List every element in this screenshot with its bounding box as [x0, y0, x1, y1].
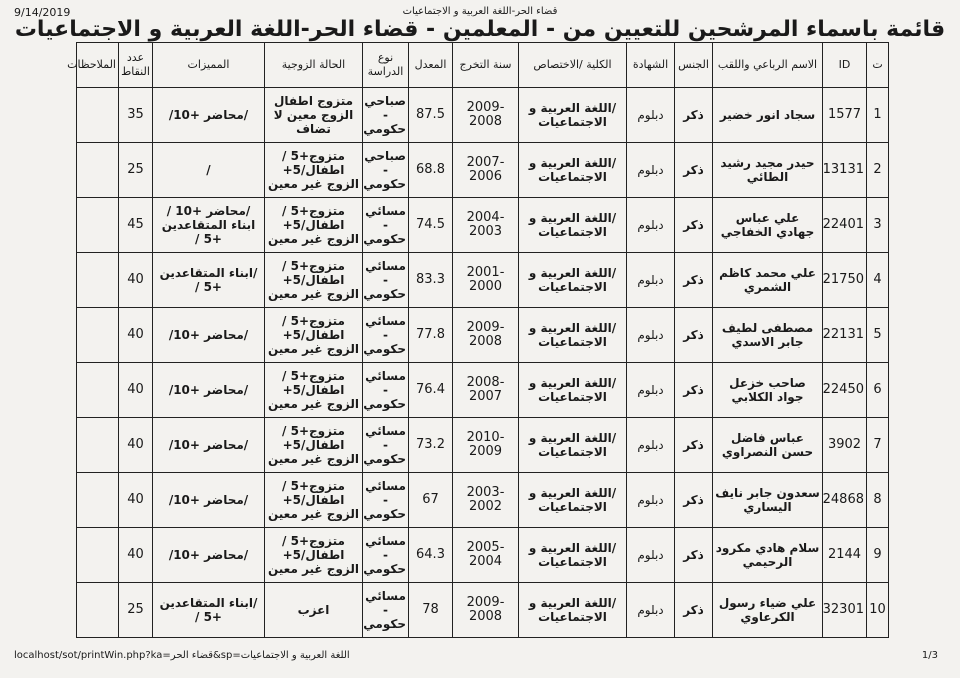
- page-header: قضاء الحر-اللغة العربية و الاجتماعيات: [402, 6, 558, 17]
- cell-college: /اللغة العربية و الاجتماعيات: [519, 528, 627, 583]
- cell-study-type: مسائي - حكومي: [363, 308, 409, 363]
- cell-features: /ابناء المتقاعدين +5 /: [153, 583, 265, 638]
- cell-marital: متزوج+5 / اطفال/5+ الزوج غير معين: [265, 253, 363, 308]
- cell-notes: [77, 583, 119, 638]
- cell-id: 22401: [823, 198, 867, 253]
- cell-grad-year: 2009-2008: [453, 308, 519, 363]
- col-header-marital: الحالة الزوجية: [265, 43, 363, 88]
- cell-degree: دبلوم: [627, 528, 675, 583]
- cell-grad-year: 2009-2008: [453, 88, 519, 143]
- cell-notes: [77, 308, 119, 363]
- cell-notes: [77, 363, 119, 418]
- cell-notes: [77, 418, 119, 473]
- col-header-seq: ت: [867, 43, 889, 88]
- header-row: [77, 43, 889, 88]
- cell-points: 35: [119, 88, 153, 143]
- cell-gender: ذكر: [675, 418, 713, 473]
- col-header-name: الاسم الرباعي واللقب: [713, 43, 823, 88]
- cell-average: 67: [409, 473, 453, 528]
- cell-marital: متزوج+5 / اطفال/5+ الزوج غير معين: [265, 418, 363, 473]
- cell-college: /اللغة العربية و الاجتماعيات: [519, 308, 627, 363]
- cell-seq: 1: [867, 88, 889, 143]
- cell-gender: ذكر: [675, 583, 713, 638]
- cell-seq: 4: [867, 253, 889, 308]
- cell-college: /اللغة العربية و الاجتماعيات: [519, 363, 627, 418]
- cell-degree: دبلوم: [627, 473, 675, 528]
- cell-average: 73.2: [409, 418, 453, 473]
- cell-average: 87.5: [409, 88, 453, 143]
- cell-average: 64.3: [409, 528, 453, 583]
- cell-id: 21750: [823, 253, 867, 308]
- cell-seq: 3: [867, 198, 889, 253]
- cell-points: 40: [119, 253, 153, 308]
- cell-id: 22450: [823, 363, 867, 418]
- cell-name: حيدر مجيد رشيد الطائي: [713, 143, 823, 198]
- cell-degree: دبلوم: [627, 253, 675, 308]
- cell-marital: متزوج+5 / اطفال/5+ الزوج غير معين: [265, 198, 363, 253]
- cell-gender: ذكر: [675, 363, 713, 418]
- cell-study-type: صباحي - حكومي: [363, 88, 409, 143]
- cell-name: علي ضياء رسول الكرعاوي: [713, 583, 823, 638]
- cell-seq: 9: [867, 528, 889, 583]
- cell-seq: 2: [867, 143, 889, 198]
- cell-name: سلام هادي مكرود الرحيمي: [713, 528, 823, 583]
- cell-study-type: مسائي - حكومي: [363, 198, 409, 253]
- cell-id: 24868: [823, 473, 867, 528]
- cell-college: /اللغة العربية و الاجتماعيات: [519, 418, 627, 473]
- cell-id: 22131: [823, 308, 867, 363]
- table-row: [77, 473, 889, 528]
- cell-notes: [77, 143, 119, 198]
- cell-gender: ذكر: [675, 88, 713, 143]
- cell-marital: متزوج+5 / اطفال/5+ الزوج غير معين: [265, 143, 363, 198]
- cell-points: 40: [119, 418, 153, 473]
- table-row: [77, 198, 889, 253]
- cell-grad-year: 2009-2008: [453, 583, 519, 638]
- cell-id: 3902: [823, 418, 867, 473]
- cell-name: عباس فاضل حسن النصراوي: [713, 418, 823, 473]
- cell-id: 13131: [823, 143, 867, 198]
- cell-id: 1577: [823, 88, 867, 143]
- cell-average: 76.4: [409, 363, 453, 418]
- cell-degree: دبلوم: [627, 418, 675, 473]
- cell-points: 45: [119, 198, 153, 253]
- col-header-degree: الشهادة: [627, 43, 675, 88]
- cell-name: علي محمد كاظم الشمري: [713, 253, 823, 308]
- cell-marital: متزوج+5 / اطفال/5+ الزوج غير معين: [265, 363, 363, 418]
- cell-features: /: [153, 143, 265, 198]
- col-header-gender: الجنس: [675, 43, 713, 88]
- cell-points: 25: [119, 583, 153, 638]
- cell-average: 77.8: [409, 308, 453, 363]
- table-row: [77, 143, 889, 198]
- cell-degree: دبلوم: [627, 198, 675, 253]
- cell-features: /محاضر +10/: [153, 88, 265, 143]
- cell-points: 40: [119, 308, 153, 363]
- print-date: 9/14/2019: [14, 6, 71, 19]
- cell-gender: ذكر: [675, 308, 713, 363]
- cell-features: /ابناء المتقاعدين +5 /: [153, 253, 265, 308]
- cell-college: /اللغة العربية و الاجتماعيات: [519, 253, 627, 308]
- cell-features: /محاضر +10/: [153, 418, 265, 473]
- cell-grad-year: 2008-2007: [453, 363, 519, 418]
- cell-study-type: مسائي - حكومي: [363, 418, 409, 473]
- cell-study-type: صباحي - حكومي: [363, 143, 409, 198]
- cell-name: مصطفى لطيف جابر الاسدي: [713, 308, 823, 363]
- cell-notes: [77, 528, 119, 583]
- cell-marital: متزوج+5 / اطفال/5+ الزوج غير معين: [265, 528, 363, 583]
- cell-name: سعدون جابر نايف اليساري: [713, 473, 823, 528]
- cell-seq: 6: [867, 363, 889, 418]
- col-header-study-type: نوع الدراسة: [363, 43, 409, 88]
- cell-grad-year: 2003-2002: [453, 473, 519, 528]
- cell-points: 40: [119, 528, 153, 583]
- cell-grad-year: 2004-2003: [453, 198, 519, 253]
- cell-average: 78: [409, 583, 453, 638]
- cell-seq: 5: [867, 308, 889, 363]
- page-title: قائمة باسماء المرشحين للتعيين من - المعلمين - قضاء الحر-اللغة العربية و الاجتماعيات: [14, 17, 946, 42]
- cell-degree: دبلوم: [627, 583, 675, 638]
- cell-gender: ذكر: [675, 528, 713, 583]
- table-row: [77, 253, 889, 308]
- table-row: [77, 88, 889, 143]
- col-header-average: المعدل: [409, 43, 453, 88]
- cell-study-type: مسائي - حكومي: [363, 473, 409, 528]
- candidates-table: [67, 42, 889, 638]
- cell-marital: متزوج+5 / اطفال/5+ الزوج غير معين: [265, 473, 363, 528]
- col-header-notes: الملاحظات: [77, 43, 119, 88]
- cell-marital: متزوج اطفال الزوج معين لا تضاف: [265, 88, 363, 143]
- cell-grad-year: 2007-2006: [453, 143, 519, 198]
- cell-name: علي عباس جهادي الخفاجي: [713, 198, 823, 253]
- cell-features: /محاضر +10/: [153, 528, 265, 583]
- cell-degree: دبلوم: [627, 308, 675, 363]
- cell-grad-year: 2001-2000: [453, 253, 519, 308]
- cell-notes: [77, 88, 119, 143]
- cell-college: /اللغة العربية و الاجتماعيات: [519, 88, 627, 143]
- cell-grad-year: 2005-2004: [453, 528, 519, 583]
- cell-degree: دبلوم: [627, 88, 675, 143]
- cell-features: /محاضر +10/: [153, 308, 265, 363]
- col-header-id: ID: [823, 43, 867, 88]
- cell-average: 74.5: [409, 198, 453, 253]
- cell-grad-year: 2010-2009: [453, 418, 519, 473]
- cell-degree: دبلوم: [627, 363, 675, 418]
- col-header-features: المميزات: [153, 43, 265, 88]
- cell-id: 32301: [823, 583, 867, 638]
- table-row: [77, 363, 889, 418]
- cell-seq: 10: [867, 583, 889, 638]
- col-header-points: عدد النقاط: [119, 43, 153, 88]
- cell-study-type: مسائي - حكومي: [363, 528, 409, 583]
- cell-study-type: مسائي - حكومي: [363, 253, 409, 308]
- cell-college: /اللغة العربية و الاجتماعيات: [519, 473, 627, 528]
- page-number: 1/3: [921, 650, 938, 661]
- cell-points: 40: [119, 473, 153, 528]
- cell-average: 68.8: [409, 143, 453, 198]
- cell-notes: [77, 198, 119, 253]
- cell-degree: دبلوم: [627, 143, 675, 198]
- cell-gender: ذكر: [675, 253, 713, 308]
- cell-points: 25: [119, 143, 153, 198]
- cell-marital: متزوج+5 / اطفال/5+ الزوج غير معين: [265, 308, 363, 363]
- cell-points: 40: [119, 363, 153, 418]
- cell-gender: ذكر: [675, 198, 713, 253]
- table-row: [77, 308, 889, 363]
- cell-college: /اللغة العربية و الاجتماعيات: [519, 143, 627, 198]
- col-header-college: الكلية /الاختصاص: [519, 43, 627, 88]
- cell-features: /محاضر +10/: [153, 363, 265, 418]
- cell-gender: ذكر: [675, 473, 713, 528]
- cell-average: 83.3: [409, 253, 453, 308]
- cell-notes: [77, 253, 119, 308]
- table-row: [77, 583, 889, 638]
- table-row: [77, 528, 889, 583]
- cell-study-type: مسائي - حكومي: [363, 583, 409, 638]
- cell-seq: 8: [867, 473, 889, 528]
- cell-college: /اللغة العربية و الاجتماعيات: [519, 198, 627, 253]
- col-header-grad-year: سنة التخرج: [453, 43, 519, 88]
- cell-marital: اعزب: [265, 583, 363, 638]
- cell-id: 2144: [823, 528, 867, 583]
- cell-features: /محاضر +10 /ابناء المتقاعدين +5 /: [153, 198, 265, 253]
- cell-gender: ذكر: [675, 143, 713, 198]
- cell-notes: [77, 473, 119, 528]
- cell-name: صاحب خزعل جواد الكلابي: [713, 363, 823, 418]
- table-row: [77, 418, 889, 473]
- cell-college: /اللغة العربية و الاجتماعيات: [519, 583, 627, 638]
- cell-features: /محاضر +10/: [153, 473, 265, 528]
- footer-url: localhost/sot/printWin.php?ka=قضاء الحر&sp=اللغة العربية و الاجتماعيات: [14, 650, 350, 661]
- cell-name: سجاد انور خضير: [713, 88, 823, 143]
- cell-seq: 7: [867, 418, 889, 473]
- cell-study-type: مسائي - حكومي: [363, 363, 409, 418]
